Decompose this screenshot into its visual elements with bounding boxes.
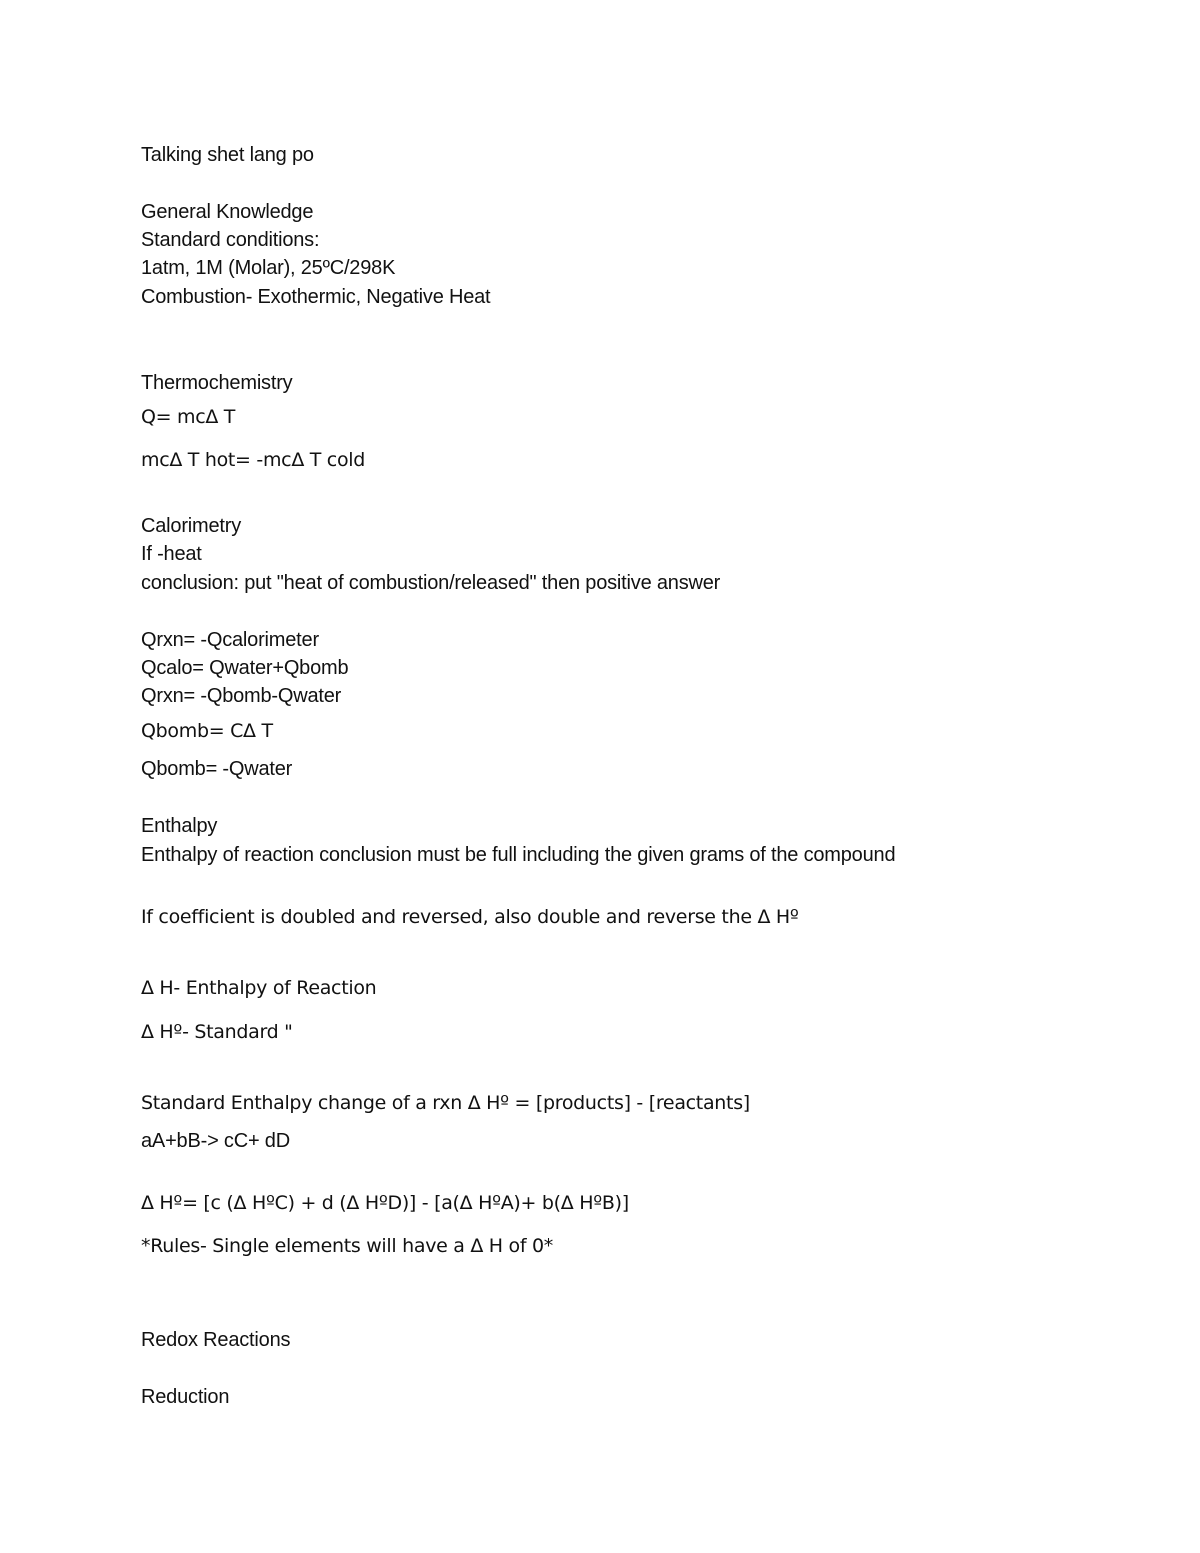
- calorimetry-conclusion: conclusion: put "heat of combustion/released" then positive answer: [141, 572, 721, 594]
- single-element-rule: *Rules- Single elements will have a Δ H of 0*: [141, 1235, 553, 1257]
- delta-h-definition: Δ H- Enthalpy of Reaction: [141, 977, 377, 999]
- general-knowledge-heading: General Knowledge: [141, 201, 314, 223]
- redox-heading: Redox Reactions: [141, 1329, 291, 1351]
- enthalpy-formula: Δ Hº= [c (Δ HºC) + d (Δ HºD)] - [a(Δ HºA)+ b(Δ HºB)]: [141, 1192, 629, 1214]
- heat-balance-equation: mcΔ T hot= -mcΔ T cold: [141, 449, 366, 471]
- standard-enthalpy-change: Standard Enthalpy change of a rxn Δ Hº = [products] - [reactants]: [141, 1092, 750, 1114]
- qbomb-water-equation: Qbomb= -Qwater: [141, 758, 293, 780]
- calorimetry-heading: Calorimetry: [141, 515, 242, 537]
- combustion-note: Combustion- Exothermic, Negative Heat: [141, 286, 491, 308]
- generic-reaction: aA+bB-> cC+ dD: [141, 1130, 290, 1152]
- delta-h-standard-definition: Δ Hº- Standard ": [141, 1021, 293, 1043]
- qcalo-equation: Qcalo= Qwater+Qbomb: [141, 657, 349, 679]
- if-heat-note: If -heat: [141, 543, 202, 565]
- enthalpy-heading: Enthalpy: [141, 815, 218, 837]
- document-title: Talking shet lang po: [141, 144, 314, 166]
- qbomb-equation: Qbomb= CΔ T: [141, 720, 273, 742]
- reduction-heading: Reduction: [141, 1386, 230, 1408]
- enthalpy-conclusion: Enthalpy of reaction conclusion must be full including the given grams of the compound: [141, 844, 896, 866]
- coefficient-rule: If coefficient is doubled and reversed, also double and reverse the Δ Hº: [141, 906, 799, 928]
- qrxn-bomb-equation: Qrxn= -Qbomb-Qwater: [141, 685, 342, 707]
- heat-equation: Q= mcΔ T: [141, 406, 236, 428]
- thermochemistry-heading: Thermochemistry: [141, 372, 293, 394]
- standard-conditions-values: 1atm, 1M (Molar), 25ºC/298K: [141, 257, 396, 279]
- qrxn-equation: Qrxn= -Qcalorimeter: [141, 629, 319, 651]
- standard-conditions-label: Standard conditions:: [141, 229, 320, 251]
